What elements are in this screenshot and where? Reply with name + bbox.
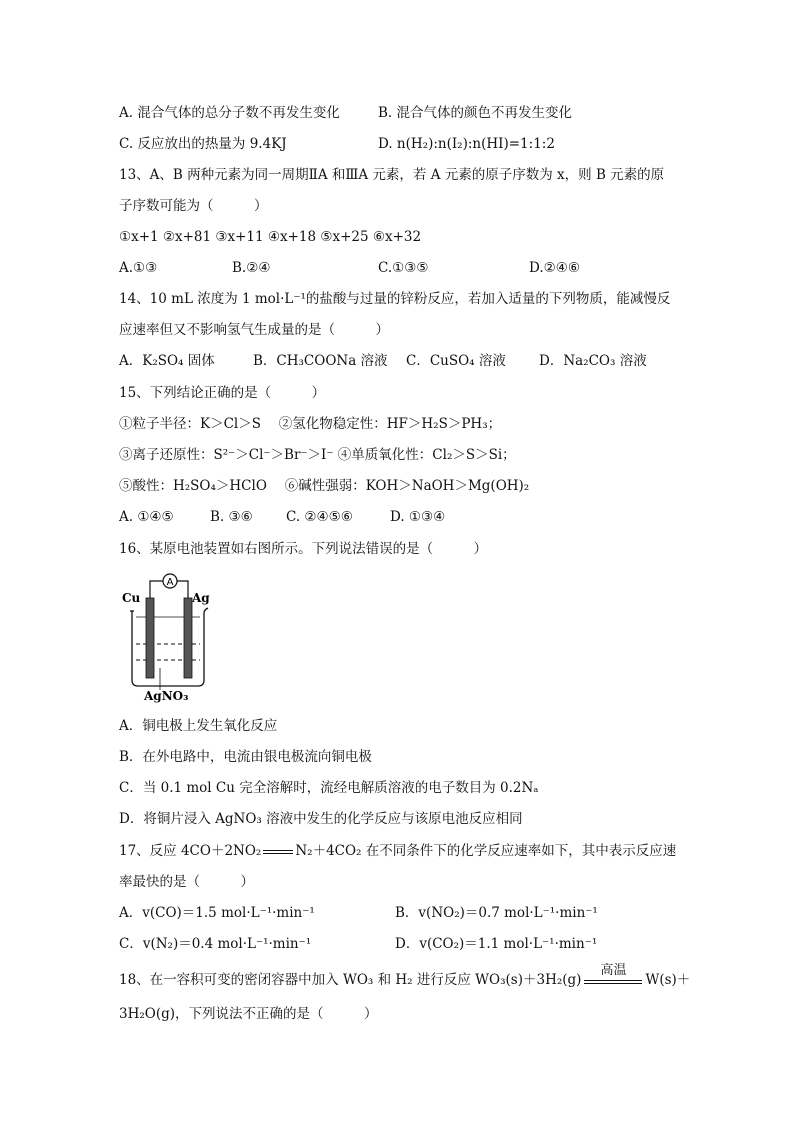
equilibrium-sign [263,847,293,857]
q14-option-d: D．Na₂CO₃ 溶液 [539,353,647,369]
q15-option-c: C. ②④⑤⑥ [286,509,353,525]
q13-stem-line1: 13、A、B 两种元素为同一周期ⅡA 和ⅢA 元素，若 A 元素的原子序数为 x，则 B 元素的原 [119,167,665,183]
q15-option-a: A. ①④⑤ [119,509,174,525]
q16-stem: 16、某原电池装置如右图所示。下列说法错误的是（ ） [119,541,488,557]
q13-items: ①x+1 ②x+81 ③x+11 ④x+18 ⑤x+25 ⑥x+32 [119,229,422,245]
beaker [132,608,208,686]
q13-option-d: D.②④⑥ [529,260,580,276]
q14-option-c: C．CuSO₄ 溶液 [406,353,506,369]
q18-equation-lhs: 18、在一容积可变的密闭容器中加入 WO₃ 和 H₂ 进行反应 WO₃(s)＋3H₂(g) [119,972,582,988]
galvanic-cell-diagram [120,568,220,703]
q17-option-b: B．v(NO₂)＝0.7 mol·L⁻¹·min⁻¹ [395,905,598,921]
reaction-arrow [584,962,642,990]
q15-option-b: B. ③⑥ [210,509,253,525]
q16-option-c: C．当 0.1 mol Cu 完全溶解时，流经电解质溶液的电子数目为 0.2Nₐ [119,780,539,796]
q16-option-a: A．铜电极上发生氧化反应 [119,718,278,734]
q14-option-b: B．CH₃COONa 溶液 [253,353,388,369]
q13-option-b: B.②④ [232,260,271,276]
reaction-condition: 高温 [600,962,627,978]
q12-option-b: B. 混合气体的颜色不再发生变化 [378,105,573,121]
q12-option-a: A. 混合气体的总分子数不再发生变化 [119,105,340,121]
ag-electrode [184,598,192,678]
q17-option-c: C．v(N₂)＝0.4 mol·L⁻¹·min⁻¹ [119,936,312,952]
q13-option-a: A.①③ [119,260,158,276]
q15-statement-1: ①粒子半径：K＞Cl＞S ②氢化物稳定性：HF＞H₂S＞PH₃； [119,416,502,432]
q14-stem-line2: 应速率但又不影响氢气生成量的是（ ） [119,322,389,338]
q15-statement-3: ⑤酸性：H₂SO₄＞HClO ⑥碱性强弱：KOH＞NaOH＞Mg(OH)₂ [119,478,530,494]
q17-equation-lhs: 17、反应 4CO＋2NO₂ [119,843,262,859]
q15-option-d: D. ①③④ [390,509,446,525]
q14-option-a: A．K₂SO₄ 固体 [119,353,215,369]
q17-option-d: D．v(CO₂)＝1.1 mol·L⁻¹·min⁻¹ [395,936,598,952]
q16-option-d: D．将铜片浸入 AgNO₃ 溶液中发生的化学反应与该原电池反应相同 [119,811,523,827]
q18-stem-line2: 3H₂O(g)，下列说法不正确的是（ ） [119,1006,378,1022]
q18-equation-rhs: W(s)＋ [645,972,691,988]
agno3-label: AgNO₃ [144,689,189,703]
q13-stem-line2: 子序数可能为（ ） [119,198,268,214]
cu-label: Cu [122,591,141,605]
q17-stem-line1 [119,842,676,860]
q12-option-c: C. 反应放出的热量为 9.4KJ [119,136,287,152]
q17-stem-line2: 率最快的是（ ） [119,874,254,890]
ammeter-label: A [166,577,174,588]
q13-option-c: C.①③⑤ [378,260,429,276]
q17-equation-rhs: N₂＋4CO₂ 在不同条件下的化学反应速率如下，其中表示反应速 [295,843,677,859]
q15-statement-2: ③离子还原性：S²⁻＞Cl⁻＞Br⁻＞I⁻ ④单质氧化性：Cl₂＞S＞Si； [119,447,516,463]
q17-option-a: A．v(CO)＝1.5 mol·L⁻¹·min⁻¹ [119,905,315,921]
q18-stem-line1 [119,962,691,990]
cu-electrode [146,598,154,678]
ag-label: Ag [192,591,210,605]
q16-option-b: B．在外电路中，电流由银电极流向铜电极 [119,749,372,765]
q14-stem-line1: 14、10 mL 浓度为 1 mol·L⁻¹的盐酸与过量的锌粉反应，若加入适量的下列物质，能减慢反 [119,291,671,307]
q12-option-d: D. n(H₂):n(I₂):n(HI)=1:1:2 [378,136,555,152]
q15-stem: 15、下列结论正确的是（ ） [119,385,326,401]
